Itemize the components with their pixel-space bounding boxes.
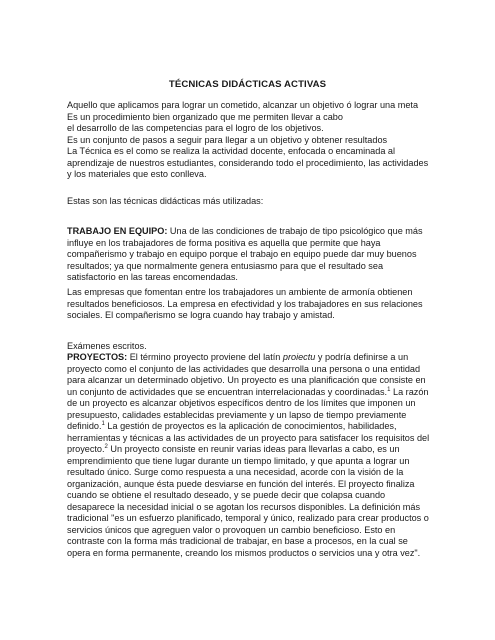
text-line: tradicional "es un esfuerzo planificado, temporal y único, realizado para crear productos o xyxy=(67,513,429,523)
text-line: resultado único. Surge como respuesta a una necesidad, acorde con la visión de la xyxy=(67,467,404,477)
exams-line xyxy=(67,341,432,353)
text-line: Estas son las técnicas didácticas más utilizadas: xyxy=(67,196,264,206)
text-line xyxy=(67,421,432,433)
projects-section xyxy=(67,352,432,559)
text-line: aprendizaje de nuestros estudiantes, considerando todo el procedimiento, las actividades xyxy=(67,157,429,168)
text-run: definido. xyxy=(67,421,102,431)
text-line: proyecto como el conjunto de las actividades que desarrolla una persona o una entidad xyxy=(67,363,421,374)
text-line xyxy=(67,226,432,238)
text-line: Aquello que aplicamos para lograr un cometido, alcanzar un objetivo ó lograr una meta xyxy=(67,100,419,110)
text-run: proyecto. xyxy=(67,444,105,454)
text-line xyxy=(67,387,432,399)
text-run: y podría definirse a un xyxy=(315,352,409,362)
text-line: y los materiales que esto conlleva. xyxy=(67,169,207,179)
latin-term: proiectu xyxy=(282,352,316,362)
teamwork-paragraph-2 xyxy=(67,287,432,322)
text-line: contraste con la forma más tradicional de trabajar, en base a procesos, en la cual se xyxy=(67,536,408,546)
text-line: organización, aunque ésta puede desviarse en función del interés. El proyecto finaliza xyxy=(67,478,415,489)
text-line: opera en forma permanente, creando los mismos productos o servicios una y otra vez". xyxy=(67,547,421,558)
text-line xyxy=(67,444,432,456)
text-line: resultados beneficiosos. La empresa en efectividad y los trabajadores en sus relaciones xyxy=(67,298,423,309)
text-line: el desarrollo de las competencias para el logro de los objetivos. xyxy=(67,123,324,133)
text-run: Una de las condiciones de trabajo de tipo psicológico que más xyxy=(167,226,423,236)
text-line: presupuesto, calidades establecidas previamente y un lapso de tiempo previamente xyxy=(67,409,407,420)
teamwork-heading: TRABAJO EN EQUIPO: xyxy=(67,226,168,236)
teamwork-section xyxy=(67,226,432,284)
text-line: Las empresas que fomentan entre los trabajadores un ambiente de armonía obtienen xyxy=(67,287,413,297)
text-line: Exámenes escritos. xyxy=(67,341,147,351)
text-line: compañerismo y trabajo en equipo porque el trabajo en equipo puede dar muy buenos xyxy=(67,249,417,259)
text-line: servicios únicos que agreguen valor o provoquen un cambio beneficioso. Esto en xyxy=(67,524,396,535)
text-run: La razón xyxy=(390,386,429,397)
text-line: satisfactorio en las tareas encomendadas. xyxy=(67,272,238,282)
text-line: de un proyecto es alcanzar objetivos específicos dentro de los límites que imponen un xyxy=(67,398,416,408)
projects-heading: PROYECTOS: xyxy=(67,352,128,362)
text-line: La Técnica es el como se realiza la actividad docente, enfocada o encaminada al xyxy=(67,146,396,156)
text-line: emprendimiento que tiene lugar durante un tiempo limitado, y que apunta a lograr un xyxy=(67,455,410,466)
footnote-ref: 2 xyxy=(104,444,108,450)
text-line xyxy=(67,352,432,364)
text-run: un conjunto de actividades que se encuentran interrelacionadas y coordinadas. xyxy=(67,386,388,397)
text-line: resultados; ya que normalmente genera entusiasmo para que el resultado sea xyxy=(67,260,384,271)
text-line: desaparece la necesidad inicial o se agotan los recursos disponibles. La definición más xyxy=(67,501,421,512)
techniques-intro xyxy=(67,196,432,208)
text-line: Es un conjunto de pasos a seguir para llegar a un objetivo y obtener resultados xyxy=(67,134,388,145)
footnote-ref: 1 xyxy=(387,386,391,393)
text-line: influye en los trabajadores de forma positiva es aquella que permite que haya xyxy=(67,237,381,248)
intro-paragraph xyxy=(67,100,432,181)
text-line: cuando se obtiene el resultado deseado, y se puede decir que colapsa cuando xyxy=(67,490,386,500)
text-run: El término proyecto proviene del latín xyxy=(127,352,283,362)
text-run: La gestión de proyectos es la aplicación de conocimientos, habilidades, xyxy=(104,421,397,431)
text-line: Es un procedimiento bien organizado que me permiten llevar a cabo xyxy=(67,111,343,122)
text-line: herramientas y técnicas a las actividades de un proyecto para satisfacer los requisitos del xyxy=(67,432,430,443)
text-run: Un proyecto consiste en reunir varias ideas para llevarlas a cabo, es un xyxy=(107,444,400,454)
document-title: TÉCNICAS DIDÁCTICAS ACTIVAS xyxy=(168,79,327,90)
text-line: sociales. El compañerismo se logra cuando hay trabajo y amistad. xyxy=(67,310,335,320)
footnote-ref: 1 xyxy=(101,421,105,427)
text-line: para alcanzar un determinado objetivo. Un proyecto es una planificación que consiste en xyxy=(67,375,426,385)
